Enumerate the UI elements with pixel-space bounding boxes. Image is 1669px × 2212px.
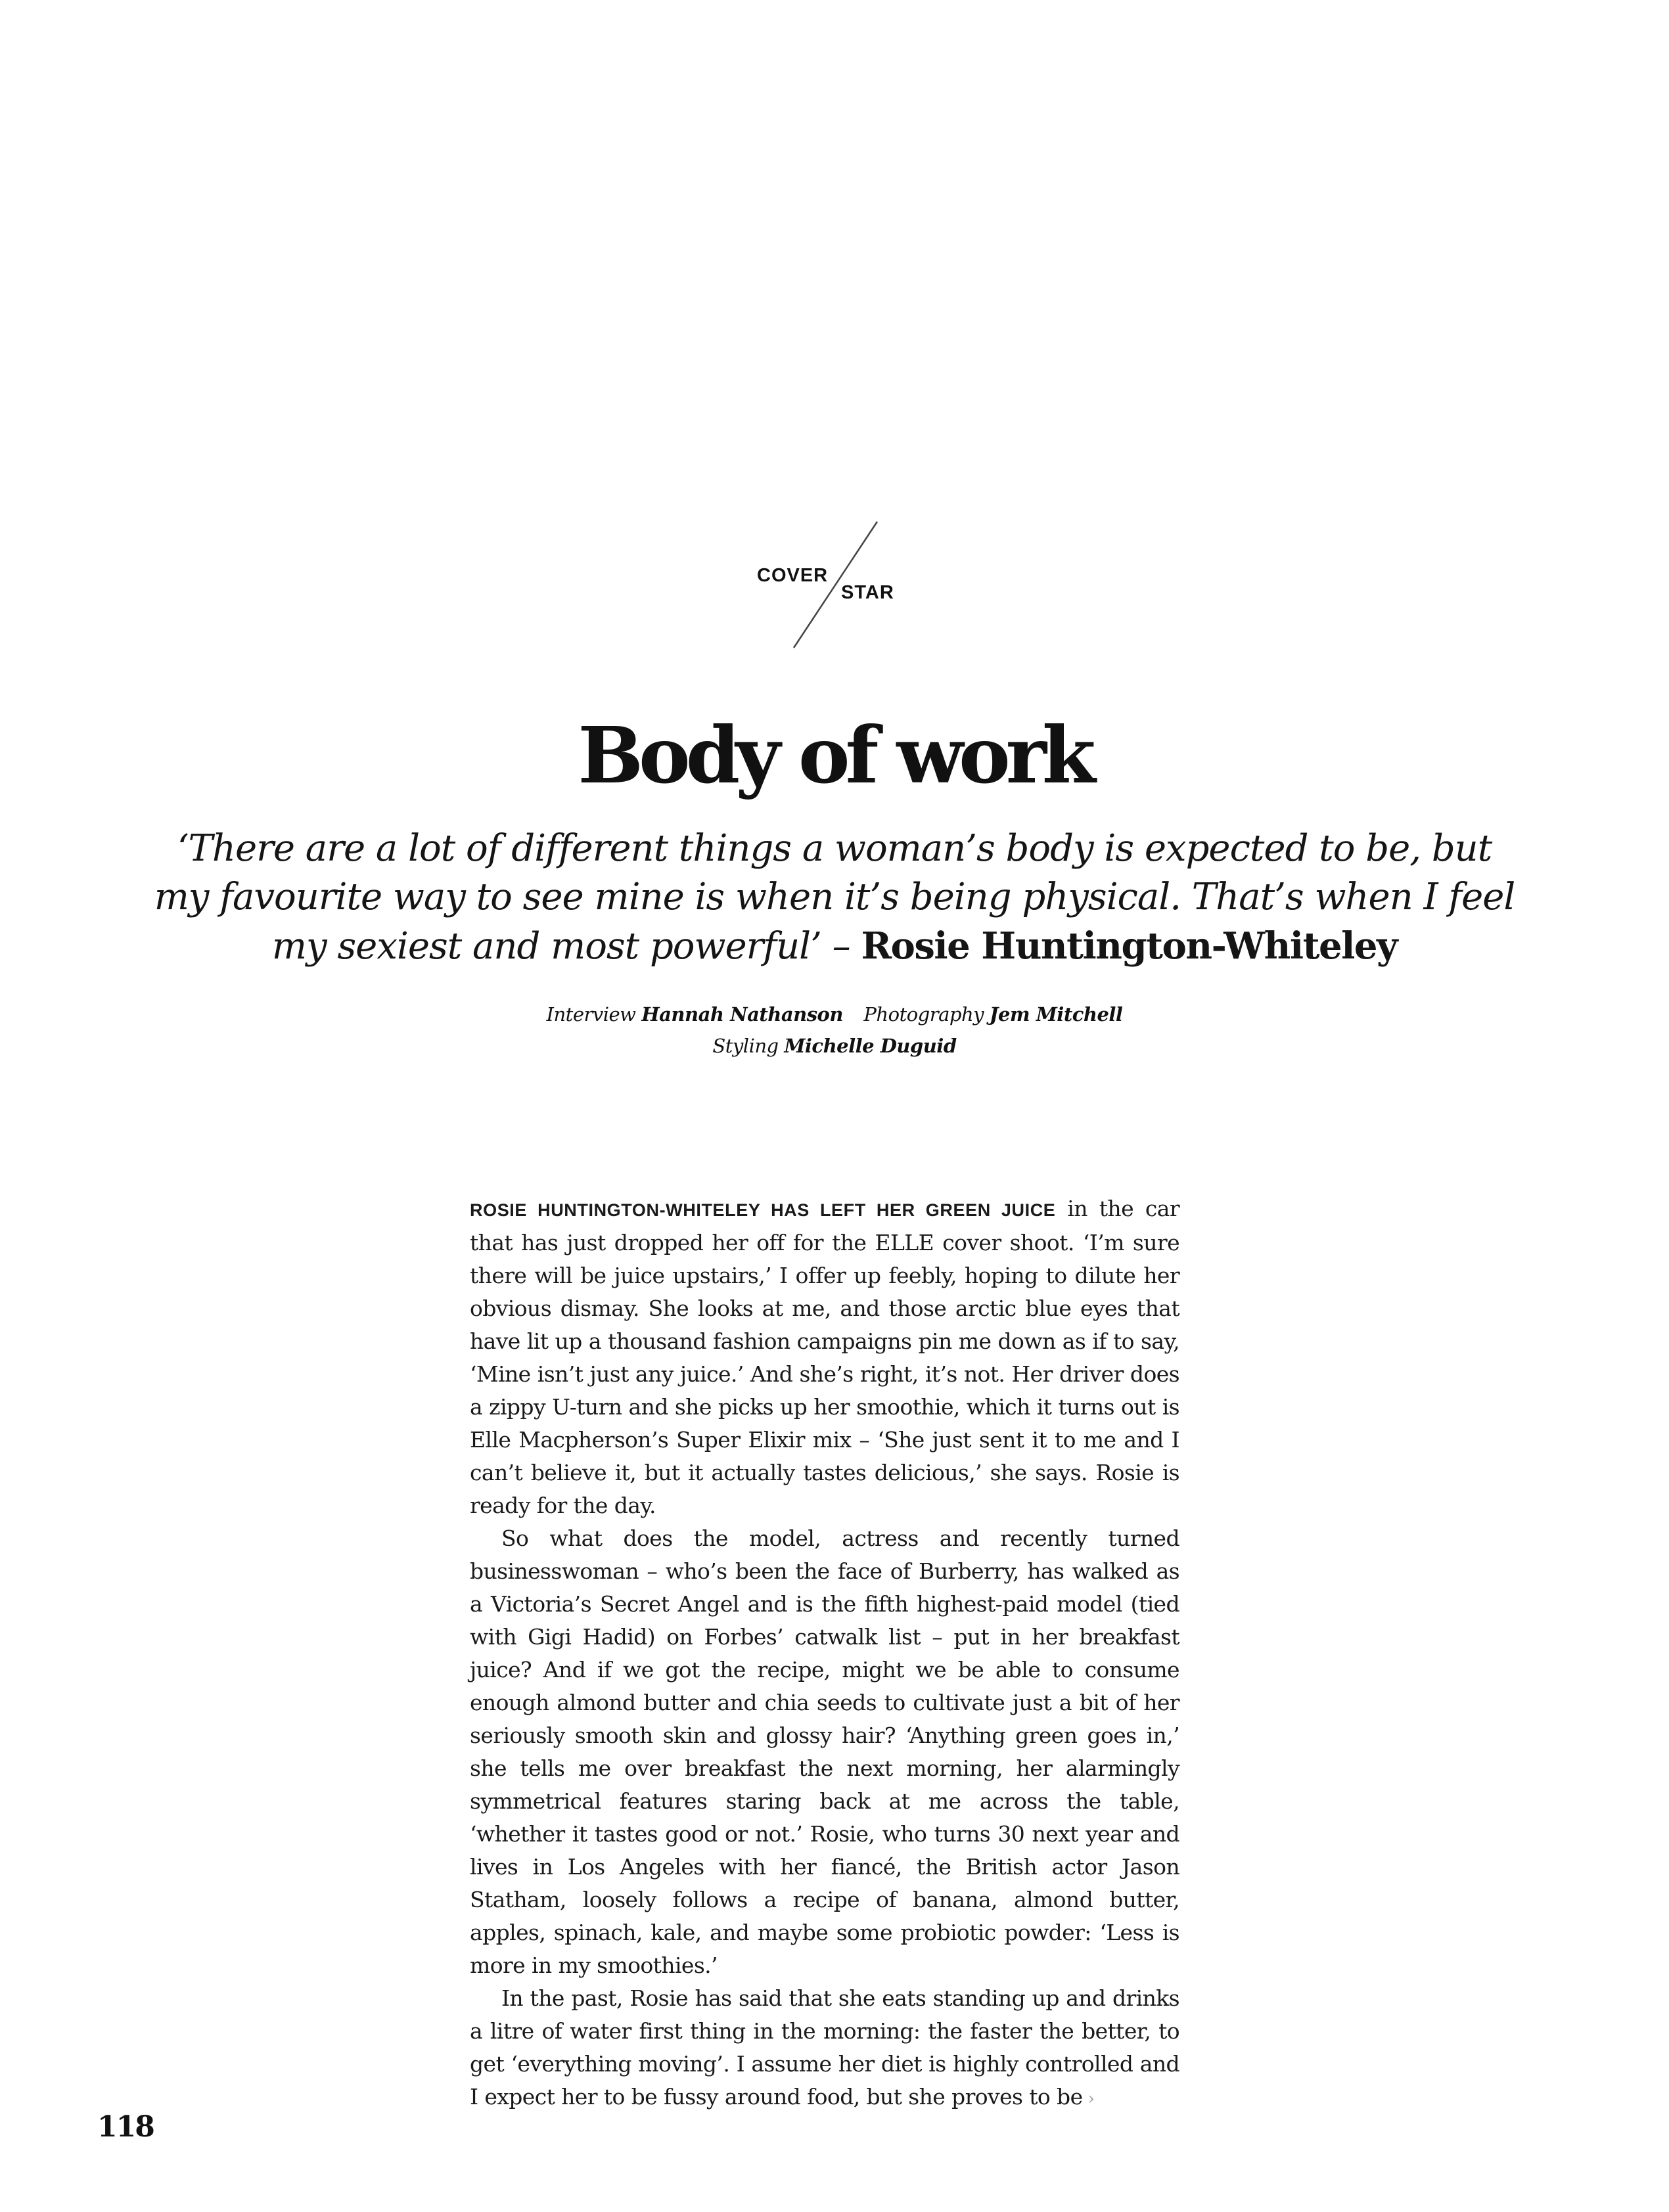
continue-arrow-icon: › xyxy=(1087,2089,1095,2109)
credits xyxy=(0,999,1669,1062)
article-body xyxy=(470,1192,1179,2115)
standfirst-quote: ‘There are a lot of different things a woman’s body is expected to be, but my favourite way to see mine is when it’s being physical. That’s when I feel my sexiest and most powerful’ – xyxy=(154,827,1515,968)
headline: Body of work xyxy=(578,710,1091,801)
credits-line-1 xyxy=(0,999,1669,1030)
section-tag xyxy=(743,519,900,650)
credit-styling-name: Michelle Duguid xyxy=(784,1035,957,1057)
article-paragraph-2: So what does the model, actress and recently turned businesswoman – who’s been the face of Burberry, has walked as a Victoria’s Secret Angel and is the fifth highest-paid model (tied with Gigi Hadid) on Forbes’ catwalk list – put in her breakfast juice? And if we got the recipe, might we be able to consume enough almond butter and chia seeds to cultivate just a bit of her seriously smooth skin and glossy hair? ‘Anything green goes in,’ she tells me over breakfast the next morning, her alarmingly symmetrical features staring back at me across the table, ‘whether it tastes good or not.’ Rosie, who turns 30 next year and lives in Los Angeles with her fiancé, the British actor Jason Statham, loosely follows a recipe of banana, almond butter, apples, spinach, kale, and maybe some probiotic powder: ‘Less is more in my smoothies.’ xyxy=(470,1525,1179,1978)
credit-photography-label: Photography xyxy=(863,1003,984,1026)
credit-photography-name: Jem Mitchell xyxy=(989,1003,1123,1026)
article-paragraph-3 xyxy=(470,1982,1179,2115)
section-tag-cover: COVER xyxy=(757,565,829,586)
section-tag-star: STAR xyxy=(841,582,894,603)
page-number: 118 xyxy=(97,2110,154,2144)
article-paragraph-1 xyxy=(470,1192,1179,1522)
standfirst-attribution: Rosie Huntington-Whiteley xyxy=(861,924,1398,968)
credit-interview-name: Hannah Nathanson xyxy=(641,1003,843,1026)
article-paragraph-1-text: in the car that has just dropped her off for the ELLE cover shoot. ‘I’m sure there will be juice upstairs,’ I offer up feebly, hoping to dilute her obvious dismay. She looks at me, and those arctic blue eyes that have lit up a thousand fashion campaigns pin me down as if to say, ‘Mine isn’t just any juice.’ And she’s right, it’s not. Her driver does a zippy U-turn and she picks up her smoothie, which it turns out is Elle Macpherson’s Super Elixir mix – ‘She just sent it to me and I can’t believe it, but it actually tastes delicious,’ she says. Rosie is ready for the day. xyxy=(470,1196,1180,1518)
article-lead-in: ROSIE HUNTINGTON-WHITELEY HAS LEFT HER GREEN JUICE xyxy=(470,1200,1056,1220)
credit-styling-label: Styling xyxy=(712,1035,779,1057)
credits-line-2 xyxy=(0,1030,1669,1062)
standfirst xyxy=(151,824,1518,971)
credit-interview-label: Interview xyxy=(546,1003,636,1026)
article-paragraph-3-text: In the past, Rosie has said that she eats standing up and drinks a litre of water first thing in the morning: the faster the better, to get ‘everything moving’. I assume her diet is highly controlled and I expect her to be fussy around food, but she proves to be xyxy=(470,1985,1179,2110)
